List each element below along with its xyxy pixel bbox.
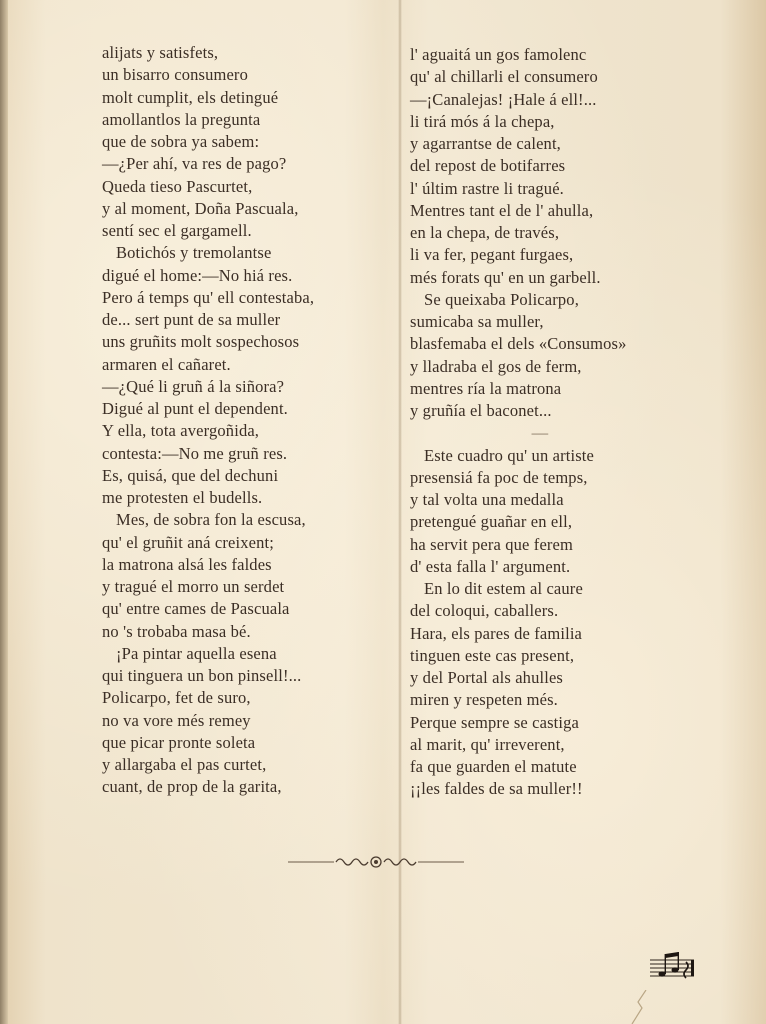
right-verse-line: Se queixaba Policarpo, xyxy=(424,289,579,309)
right-verse-line: del coloqui, caballers. xyxy=(410,601,559,621)
left-verse-line: Mes, de sobra fon la escusa, xyxy=(116,510,306,530)
scroll-ornament xyxy=(288,852,464,872)
left-verse-line: digué el home:—No hiá res. xyxy=(102,265,293,285)
right-verse-line: li tirá mós á la chepa, xyxy=(410,111,555,131)
right-verse-line: miren y respeten més. xyxy=(410,690,558,710)
left-verse-line: de... sert punt de sa muller xyxy=(102,310,281,329)
left-verse-line: no va vore més remey xyxy=(102,710,251,730)
right-verse-line: Hara, els pares de familia xyxy=(410,623,583,643)
right-verse-column xyxy=(410,44,670,801)
left-verse-line: me protesten el budells. xyxy=(102,488,263,507)
left-verse-line: la matrona alsá les faldes xyxy=(102,554,272,574)
right-verse-line: en la chepa, de través, xyxy=(410,223,560,242)
right-verse-line: ha servit pera que ferem xyxy=(410,534,574,554)
right-verse-line: fa que guarden el matute xyxy=(410,757,577,776)
right-verse-line: mentres ría la matrona xyxy=(410,378,562,398)
left-verse-line: y tragué el morro un serdet xyxy=(102,577,285,596)
left-verse-line: qu' entre cames de Pascuala xyxy=(102,599,290,619)
right-verse-line: blasfemaba el dels «Consumos» xyxy=(410,334,627,354)
right-verse-line: qu' al chillarli el consumero xyxy=(410,67,598,87)
right-verse-line: l' últim rastre li tragué. xyxy=(410,178,564,198)
right-verse-line: y del Portal als ahulles xyxy=(410,668,563,687)
right-separator: — xyxy=(531,423,549,443)
left-verse-line: armaren el cañaret. xyxy=(102,354,231,374)
right-verse-line: Perque sempre se castiga xyxy=(410,712,579,732)
right-verse-line: ¡¡les faldes de sa muller!! xyxy=(410,779,583,799)
right-verse-line: y tal volta una medalla xyxy=(410,490,564,509)
left-verse-line: Digué al punt el dependent. xyxy=(102,399,288,418)
left-verse-line: —¿Qué li gruñ á la siñora? xyxy=(102,376,285,396)
left-verse-line: —¿Per ahí, va res de pago? xyxy=(102,154,287,174)
left-verse-line: y allargaba el pas curtet, xyxy=(102,755,267,774)
music-notes-icon xyxy=(648,948,696,982)
right-verse-line: y lladraba el gos de ferm, xyxy=(410,356,582,376)
right-verse-line: d' esta falla l' argument. xyxy=(410,556,571,576)
right-verse-line: més forats qu' en un garbell. xyxy=(410,267,601,287)
right-verse-line: al marit, qu' irreverent, xyxy=(410,734,565,754)
left-verse-column xyxy=(102,42,314,799)
left-verse-line: que picar pronte soleta xyxy=(102,732,256,752)
right-verse-line: l' aguaitá un gos famolenc xyxy=(410,45,587,64)
left-verse-line: qu' el gruñit aná creixent; xyxy=(102,532,274,552)
left-verse-line: Queda tieso Pascurtet, xyxy=(102,176,253,196)
right-verse-line: tinguen este cas present, xyxy=(410,645,575,665)
right-verse-line: presensiá fa poc de temps, xyxy=(410,467,588,487)
left-verse-line: Y ella, tota avergoñida, xyxy=(102,421,260,441)
left-verse-line: y al moment, Doña Pascuala, xyxy=(102,198,299,218)
right-verse-line: Este cuadro qu' un artiste xyxy=(424,445,594,465)
left-verse-line: un bisarro consumero xyxy=(102,65,248,85)
left-verse-line: sentí sec el gargamell. xyxy=(102,221,252,240)
right-verse-line: y gruñía el baconet... xyxy=(410,401,552,420)
left-verse-line: uns gruñits molt sospechosos xyxy=(102,332,300,352)
right-verse-line: del repost de botifarres xyxy=(410,156,566,176)
left-verse-line: Policarpo, fet de suro, xyxy=(102,688,251,708)
left-verse-line: Es, quisá, que del dechuni xyxy=(102,465,279,485)
left-verse-line: ¡Pa pintar aquella esena xyxy=(116,643,277,663)
right-verse-line: Mentres tant el de l' ahulla, xyxy=(410,200,594,220)
left-verse-line: no 's trobaba masa bé. xyxy=(102,621,251,641)
right-verse-line: li va fer, pegant furgaes, xyxy=(410,245,574,265)
page-edge-shadow xyxy=(0,0,8,1024)
left-verse-line: alijats y satisfets, xyxy=(102,43,219,62)
left-verse-line: amollantlos la pregunta xyxy=(102,109,261,129)
right-verse-line: En lo dit estem al caure xyxy=(424,579,583,598)
left-verse-line: molt cumplit, els detingué xyxy=(102,87,279,107)
left-verse-line: que de sobra ya sabem: xyxy=(102,132,260,151)
right-verse-line: y agarrantse de calent, xyxy=(410,134,561,153)
paper-tear xyxy=(620,990,650,1024)
right-verse-line: —¡Canalejas! ¡Hale á ell!... xyxy=(410,89,597,109)
left-verse-line: cuant, de prop de la garita, xyxy=(102,777,282,797)
right-verse-line: sumicaba sa muller, xyxy=(410,312,544,331)
left-verse-line: Botichós y tremolantse xyxy=(116,243,272,263)
left-verse-line: contesta:—No me gruñ res. xyxy=(102,443,288,463)
right-verse-line: pretengué guañar en ell, xyxy=(410,512,573,532)
left-verse-line: qui tinguera un bon pinsell!... xyxy=(102,666,302,685)
left-verse-line: Pero á temps qu' ell contestaba, xyxy=(102,287,315,307)
